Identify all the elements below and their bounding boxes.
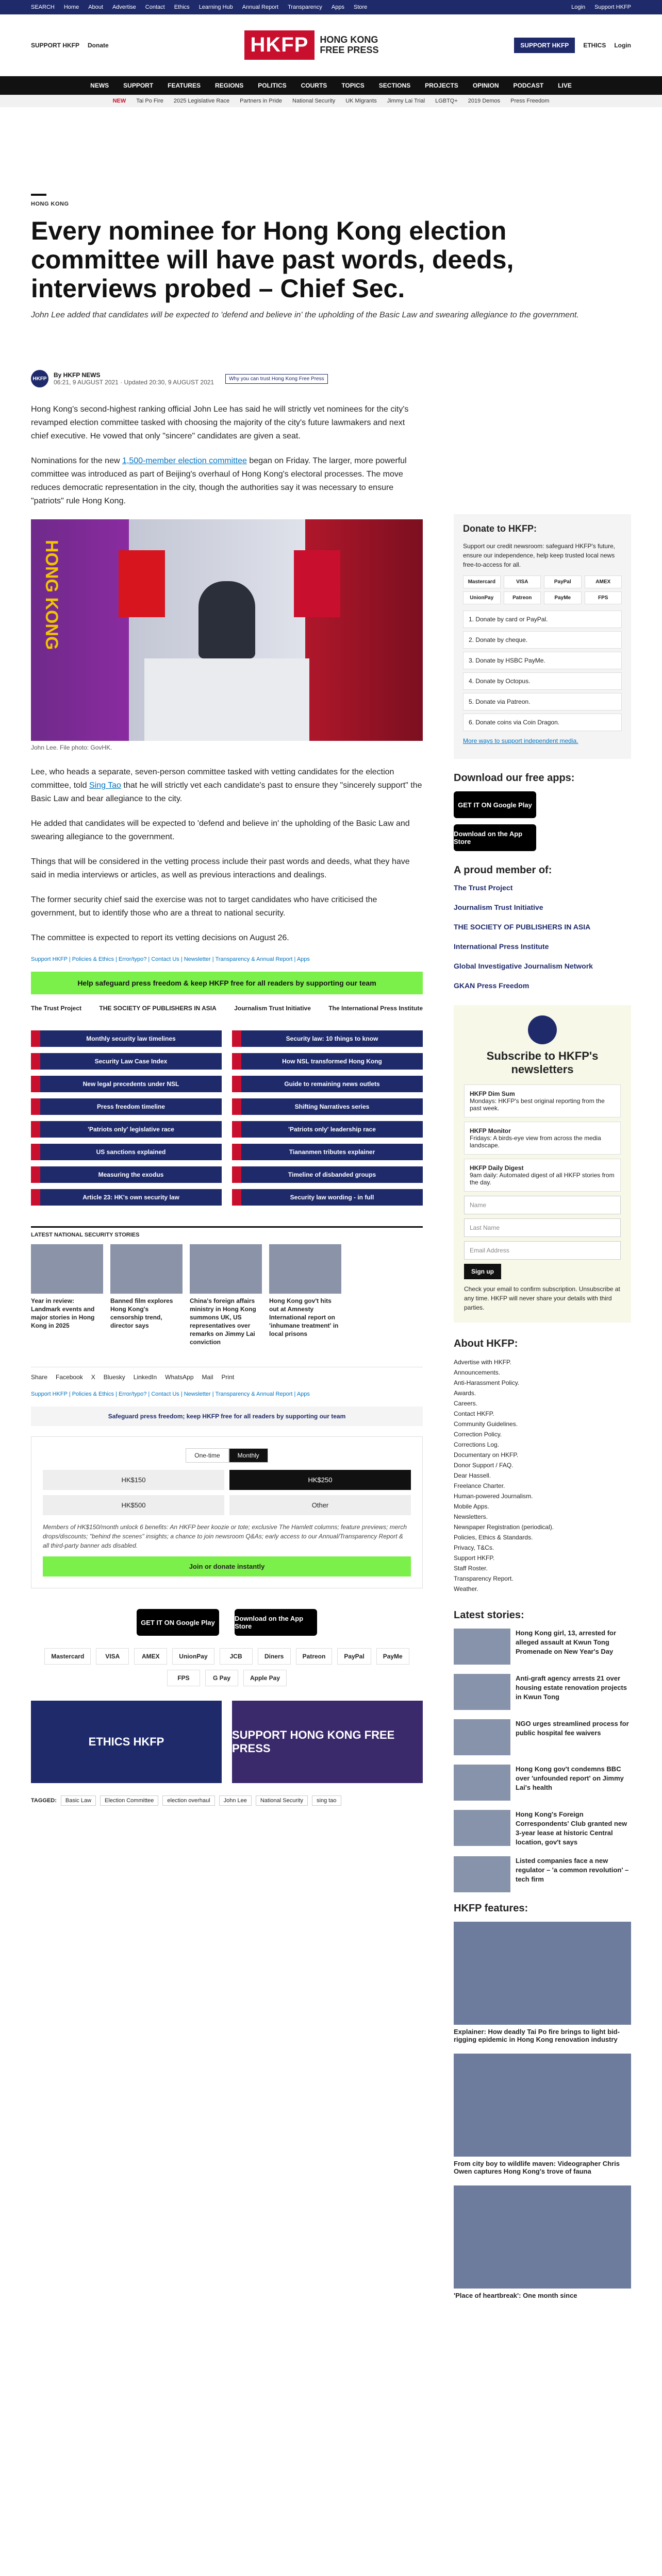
member-logo[interactable]: Journalism Trust Initiative xyxy=(454,903,543,911)
title-rule xyxy=(31,194,46,196)
latest-story[interactable]: NGO urges streamlined process for public hospital fee waivers xyxy=(454,1719,631,1755)
app-store-button[interactable]: Download on the App Store xyxy=(454,824,536,851)
gpay-icon: G Pay xyxy=(205,1670,238,1686)
visa-icon: VISA xyxy=(96,1648,129,1665)
nav-projects[interactable]: PROJECTS xyxy=(425,82,458,89)
byline-author[interactable]: By HKFP NEWS xyxy=(54,371,101,379)
latest-story[interactable]: Listed companies face a new regulator – 'a common revolution' – tech firm xyxy=(454,1856,631,1892)
topbar-about[interactable]: About xyxy=(88,4,103,10)
share-label: Share xyxy=(31,1374,48,1381)
hkfp-badge-icon xyxy=(528,1015,557,1044)
nav-regions[interactable]: REGIONS xyxy=(214,82,244,89)
paragraph: Nominations for the new 1,500-member election committee began on Friday. The larger, more powerful committee was introduced as part of Beijing's overhaul of Hong Kong's electoral processes. The move reduces democratic representation in the city, though the authorities say it was necessary to ensure "patriots" rule Hong Kong. xyxy=(31,456,407,505)
latest-story[interactable]: Hong Kong's Foreign Correspondents' Club granted new 3-year lease at historic Central location, gov't says xyxy=(454,1810,631,1847)
applepay-icon: Apple Pay xyxy=(243,1670,287,1686)
about-link[interactable]: Documentary on HKFP. xyxy=(454,1451,519,1459)
sidebar xyxy=(454,514,631,2310)
tag-list xyxy=(31,1795,423,1806)
donate-option[interactable]: 5. Donate via Patreon. xyxy=(463,693,622,710)
support-hkfp-button[interactable]: SUPPORT HKFP xyxy=(514,38,575,53)
partner-logos xyxy=(31,1005,423,1012)
fps-icon: FPS xyxy=(585,591,622,604)
app-buttons xyxy=(31,1609,423,1636)
article-photo: HONG KONG xyxy=(31,519,423,741)
paragraph: He added that candidates will be expected to 'defend and believe in' the upholding of the Basic Law and swearing allegiance to the government. xyxy=(31,819,410,841)
latest-story[interactable]: Anti-graft agency arrests 21 over housing estate renovation projects in Kwun Tong xyxy=(454,1674,631,1710)
nav-features[interactable]: FEATURES xyxy=(168,82,201,89)
explainer-link[interactable]: Tiananmen tributes explainer xyxy=(232,1144,423,1160)
masthead xyxy=(0,14,662,76)
photo-caption: John Lee. File photo: GovHK. xyxy=(31,744,112,751)
paragraph: The committee is expected to report its vetting decisions on August 26. xyxy=(31,934,289,942)
about-link[interactable]: Correction Policy. xyxy=(454,1431,502,1438)
donate-option[interactable]: 6. Donate coins via Coin Dragon. xyxy=(463,714,622,731)
about-link[interactable]: Dear Hassell. xyxy=(454,1472,491,1479)
more-ways-link[interactable]: More ways to support independent media. xyxy=(463,737,578,744)
member-logo[interactable]: The Trust Project xyxy=(454,884,513,892)
trust-project-logo[interactable]: The Trust Project xyxy=(31,1005,82,1012)
donate-option[interactable]: 1. Donate by card or PayPal. xyxy=(463,611,622,628)
nav-live[interactable]: LIVE xyxy=(558,82,572,89)
amount-option[interactable]: HK$250 xyxy=(229,1470,411,1490)
search-link[interactable]: SEARCH xyxy=(31,4,55,10)
amount-option[interactable]: HK$150 xyxy=(43,1470,224,1490)
paragraph: Things that will be considered in the vetting process include their past words and deeds, what they have said in media interviews or articles, as well as previous interactions and dealings. xyxy=(31,857,410,879)
topbar-annual[interactable]: Annual Report xyxy=(242,4,279,10)
share-bar xyxy=(31,1367,423,1381)
tag[interactable]: sing tao xyxy=(312,1795,341,1806)
explainer-link[interactable]: Security law wording - in full xyxy=(232,1189,423,1206)
mastercard-icon: Mastercard xyxy=(44,1648,91,1665)
about-link[interactable]: Policies, Ethics & Standards. xyxy=(454,1534,533,1541)
subnav-item[interactable]: National Security xyxy=(292,98,336,104)
latest-stories xyxy=(454,1629,631,1892)
explainer-link[interactable]: US sanctions explained xyxy=(31,1144,222,1160)
google-play-button[interactable]: GET IT ON Google Play xyxy=(454,791,536,818)
about-link[interactable]: Human-powered Journalism. xyxy=(454,1493,533,1500)
support-banner[interactable]: Help safeguard press freedom & keep HKFP free for all readers by supporting our team xyxy=(31,972,423,994)
subnav-item[interactable]: UK Migrants xyxy=(345,98,377,104)
explainer-link[interactable]: 'Patriots only' legislative race xyxy=(31,1121,222,1138)
top-utility-bar xyxy=(0,0,662,14)
footer-links[interactable]: Support HKFP | Policies & Ethics | Error/typo? | Contact Us | Newsletter | Transparency & Annual Report | Apps xyxy=(31,956,310,962)
payme-icon: PayMe xyxy=(376,1648,409,1665)
topbar-ethics[interactable]: Ethics xyxy=(174,4,190,10)
latest-story[interactable]: Hong Kong girl, 13, arrested for alleged assault at Kwun Tong Promenade on New Year's Day xyxy=(454,1629,631,1665)
explainer-link[interactable]: Monthly security law timelines xyxy=(31,1030,222,1047)
nav-topics[interactable]: TOPICS xyxy=(341,82,365,89)
ipi-logo[interactable]: The International Press Institute xyxy=(328,1005,423,1012)
safeguard-banner[interactable]: Safeguard press freedom; keep HKFP free for all readers by supporting our team xyxy=(31,1406,423,1426)
explainer-link[interactable]: Security law: 10 things to know xyxy=(232,1030,423,1047)
about-link[interactable]: Privacy, T&Cs. xyxy=(454,1544,494,1551)
about-link[interactable]: Transparency Report. xyxy=(454,1575,514,1582)
promo-banners xyxy=(31,1701,423,1783)
footer-links[interactable]: Support HKFP | Policies & Ethics | Error/typo? | Contact Us | Newsletter | Transparency & Annual Report | Apps xyxy=(31,1391,310,1397)
donate-box xyxy=(454,514,631,759)
mastercard-icon: Mastercard xyxy=(463,575,501,588)
tags-label: TAGGED: xyxy=(31,1798,57,1804)
payment-methods xyxy=(31,1648,423,1686)
feature-card[interactable]: Explainer: How deadly Tai Po fire brings to light bid-rigging epidemic in Hong Kong renovation industry xyxy=(454,1922,631,2043)
logo-mark: HKFP xyxy=(244,30,315,60)
tag[interactable]: Election Committee xyxy=(100,1795,158,1806)
patreon-icon: Patreon xyxy=(504,591,541,604)
newsletter-note: Check your email to confirm subscription. Unsubscribe at any time. HKFP will never share your details with third parties. xyxy=(464,1285,620,1311)
donate-heading: Donate to HKFP: xyxy=(463,523,537,534)
topbar-support[interactable]: Support HKFP xyxy=(594,4,631,10)
trust-badge[interactable]: Why you can trust Hong Kong Free Press xyxy=(225,374,328,384)
member-logos xyxy=(454,884,631,990)
explainer-link[interactable]: New legal precedents under NSL xyxy=(31,1076,222,1092)
article-lede: John Lee added that candidates will be expected to 'defend and believe in' the upholding of the Basic Law and swearing allegiance to the government. xyxy=(31,311,579,319)
join-button[interactable]: Join or donate instantly xyxy=(43,1556,411,1577)
member-heading: A proud member of: xyxy=(454,865,552,876)
tag[interactable]: National Security xyxy=(256,1795,308,1806)
tag[interactable]: John Lee xyxy=(219,1795,252,1806)
signup-button[interactable]: Sign up xyxy=(464,1264,501,1279)
features-heading: HKFP features: xyxy=(454,1903,528,1914)
unionpay-icon: UnionPay xyxy=(463,591,501,604)
story-card[interactable]: Year in review: Landmark events and major stories in Hong Kong in 2025 xyxy=(31,1244,103,1346)
topbar-advertise[interactable]: Advertise xyxy=(112,4,136,10)
member-logo[interactable]: THE SOCIETY OF PUBLISHERS IN ASIA xyxy=(454,923,591,931)
subnav-item[interactable]: 2019 Demos xyxy=(468,98,501,104)
donate-option[interactable]: 3. Donate by HSBC PayMe. xyxy=(463,652,622,669)
subnav-item[interactable]: Press Freedom xyxy=(510,98,550,104)
sopa-logo[interactable]: THE SOCIETY OF PUBLISHERS IN ASIA xyxy=(99,1005,217,1012)
explainer-link[interactable]: Security Law Case Index xyxy=(31,1053,222,1070)
subnav-item[interactable]: 2025 Legislative Race xyxy=(173,98,230,104)
newsletter-option[interactable]: HKFP Dim Sum Mondays: HKFP's best original reporting from the past week. xyxy=(464,1084,621,1117)
explainer-link[interactable]: Article 23: HK's own security law xyxy=(31,1189,222,1206)
latest-story[interactable]: Hong Kong gov't condemns BBC over 'unfounded report' on Jimmy Lai's health xyxy=(454,1765,631,1801)
about-link[interactable]: Contact HKFP. xyxy=(454,1410,494,1417)
logo-line2: FREE PRESS xyxy=(320,44,379,55)
explainer-link[interactable]: Measuring the exodus xyxy=(31,1166,222,1183)
subnav-item[interactable]: Partners in Pride xyxy=(240,98,283,104)
explainer-link[interactable]: Shifting Narratives series xyxy=(232,1098,423,1115)
apps-heading: Download our free apps: xyxy=(454,772,575,784)
about-link[interactable]: Donor Support / FAQ. xyxy=(454,1462,514,1469)
amex-icon: AMEX xyxy=(585,575,622,588)
latest-nsl-heading: LATEST NATIONAL SECURITY STORIES xyxy=(31,1226,423,1238)
topbar-contact[interactable]: Contact xyxy=(145,4,165,10)
nav-news[interactable]: NEWS xyxy=(90,82,109,89)
about-link[interactable]: Freelance Charter. xyxy=(454,1482,505,1489)
article-body xyxy=(31,403,423,945)
donate-option[interactable]: 4. Donate by Octopus. xyxy=(463,672,622,690)
whatsapp-share[interactable]: WhatsApp xyxy=(165,1374,194,1381)
explainer-link[interactable]: Press freedom timeline xyxy=(31,1098,222,1115)
diners-icon: Diners xyxy=(258,1648,291,1665)
topbar-learning[interactable]: Learning Hub xyxy=(198,4,233,10)
subnav-item[interactable]: Tai Po Fire xyxy=(136,98,163,104)
ethics-link[interactable]: ETHICS xyxy=(583,41,606,49)
paypal-icon: PayPal xyxy=(544,575,582,588)
sing-tao-link[interactable]: Sing Tao xyxy=(89,781,121,790)
paragraph: Hong Kong's second-highest ranking official John Lee has said he will strictly vet nominees for the city's revamped election committee tasked with choosing the majority of the city's future lawmakers and next chief executive. He vowed that only "sincere" candidates are given a seat. xyxy=(31,405,409,440)
amex-icon: AMEX xyxy=(134,1648,167,1665)
nav-podcast[interactable]: PODCAST xyxy=(513,82,544,89)
subnav-item[interactable]: Jimmy Lai Trial xyxy=(387,98,425,104)
topbar-login[interactable]: Login xyxy=(571,4,586,10)
about-link[interactable]: Support HKFP. xyxy=(454,1554,495,1562)
about-link[interactable]: Awards. xyxy=(454,1389,476,1397)
amount-other[interactable]: Other xyxy=(229,1495,411,1515)
newsletter-option[interactable]: HKFP Monitor Fridays: A birds-eye view from across the media landscape. xyxy=(464,1122,621,1155)
x-share[interactable]: X xyxy=(91,1374,95,1381)
about-link[interactable]: Announcements. xyxy=(454,1369,501,1376)
jti-logo[interactable]: Journalism Trust Initiative xyxy=(234,1005,311,1012)
tag[interactable]: Basic Law xyxy=(61,1795,96,1806)
one-time-tab[interactable]: One-time xyxy=(186,1448,228,1463)
article-main xyxy=(31,349,423,1806)
committee-link[interactable]: 1,500-member election committee xyxy=(122,456,247,465)
member-benefits: Members of HK$150/month unlock 6 benefits: An HKFP beer koozie or tote; exclusive The Hamlett columns; feature previews; merch drops/discounts; "behind the scenes" insights; a chance to join newsroom Q&As; early access to our Annual/Transparency Report & all third-party banner ads disabled. xyxy=(43,1523,407,1549)
fps-icon: FPS xyxy=(167,1670,200,1686)
email-field[interactable]: Email Address xyxy=(464,1241,621,1260)
visa-icon: VISA xyxy=(504,575,541,588)
facebook-share[interactable]: Facebook xyxy=(56,1374,83,1381)
topbar-apps[interactable]: Apps xyxy=(331,4,344,10)
story-card[interactable]: Hong Kong gov't hits out at Amnesty International report on 'inhumane treatment' in local prisons xyxy=(269,1244,341,1346)
tag[interactable]: election overhaul xyxy=(162,1795,214,1806)
mail-share[interactable]: Mail xyxy=(202,1374,213,1381)
byline xyxy=(31,370,423,387)
donate-blurb[interactable]: Support our credit newsroom: safeguard HKFP's future, ensure our independence, help keep trusted local news free-to-access for all. xyxy=(463,543,616,568)
about-heading: About HKFP: xyxy=(454,1338,518,1349)
about-link[interactable]: Weather. xyxy=(454,1585,478,1592)
newsletter-option[interactable]: HKFP Daily Digest 9am daily: Automated digest of all HKFP stories from the day. xyxy=(464,1159,621,1192)
member-logo[interactable]: International Press Institute xyxy=(454,942,549,951)
about-link[interactable]: Staff Roster. xyxy=(454,1565,488,1572)
about-link[interactable]: Newsletters. xyxy=(454,1513,488,1520)
payme-icon: PayMe xyxy=(544,591,582,604)
story-card[interactable]: Banned film explores Hong Kong's censorship trend, director says xyxy=(110,1244,183,1346)
logo-line1: HONG KONG xyxy=(320,34,378,45)
explainer-link[interactable]: 'Patriots only' leadership race xyxy=(232,1121,423,1138)
google-play-button[interactable]: GET IT ON Google Play xyxy=(137,1609,219,1636)
feature-card[interactable]: From city boy to wildlife maven: Videographer Chris Owen captures Hong Kong's trove of fauna xyxy=(454,2054,631,2175)
about-link[interactable]: Community Guidelines. xyxy=(454,1420,518,1428)
about-link[interactable]: Advertise with HKFP. xyxy=(454,1359,511,1366)
app-store-button[interactable]: Download on the App Store xyxy=(235,1609,317,1636)
nav-sections[interactable]: SECTIONS xyxy=(378,82,411,89)
explainer-grid xyxy=(31,1030,423,1206)
amount-option[interactable]: HK$500 xyxy=(43,1495,224,1515)
feature-card[interactable]: 'Place of heartbreak': One month since xyxy=(454,2185,631,2299)
explainer-link[interactable]: Guide to remaining news outlets xyxy=(232,1076,423,1092)
monthly-tab[interactable]: Monthly xyxy=(229,1448,268,1463)
category-label[interactable]: HONG KONG xyxy=(31,201,69,207)
new-badge: NEW xyxy=(112,98,126,104)
login-link[interactable]: Login xyxy=(614,41,631,49)
about-link[interactable]: Anti-Harassment Policy. xyxy=(454,1379,520,1386)
name-field[interactable]: Name xyxy=(464,1196,621,1214)
about-link[interactable]: Mobile Apps. xyxy=(454,1503,489,1510)
nav-politics[interactable]: POLITICS xyxy=(258,82,287,89)
linkedin-share[interactable]: LinkedIn xyxy=(133,1374,157,1381)
hkfp-logo[interactable] xyxy=(244,30,379,60)
subnav-item[interactable]: LGBTQ+ xyxy=(435,98,458,104)
about-links xyxy=(454,1357,631,1594)
last-name-field[interactable]: Last Name xyxy=(464,1218,621,1237)
paragraph: Lee, who heads a separate, seven-person committee tasked with vetting candidates for the election committee, told Sing Tao that he will strictly vet each candidate's past to ensure they "sincerely support" the Basic Law and bear allegiance to the city. xyxy=(31,768,422,803)
explainer-link[interactable]: How NSL transformed Hong Kong xyxy=(232,1053,423,1070)
unionpay-icon: UnionPay xyxy=(172,1648,214,1665)
topbar-store[interactable]: Store xyxy=(354,4,368,10)
nav-courts[interactable]: COURTS xyxy=(301,82,327,89)
explainer-link[interactable]: Timeline of disbanded groups xyxy=(232,1166,423,1183)
about-link[interactable]: Careers. xyxy=(454,1400,478,1407)
about-link[interactable]: Newspaper Registration (periodical). xyxy=(454,1523,554,1531)
member-logo[interactable]: GKAN Press Freedom xyxy=(454,981,529,990)
ethics-promo[interactable]: ETHICS HKFP xyxy=(31,1701,222,1783)
support-promo[interactable]: SUPPORT HONG KONG FREE PRESS xyxy=(232,1701,423,1783)
mast-donate[interactable]: Donate xyxy=(88,41,109,49)
paypal-icon: PayPal xyxy=(337,1648,371,1665)
author-avatar: HKFP xyxy=(31,370,48,387)
print-button[interactable]: Print xyxy=(221,1374,235,1381)
story-card[interactable]: China's foreign affairs ministry in Hong Kong summons UK, US representatives over remarks on Jimmy Lai conviction xyxy=(190,1244,262,1346)
about-link[interactable]: Corrections Log. xyxy=(454,1441,500,1448)
newsletter-box xyxy=(454,1005,631,1323)
patreon-icon: Patreon xyxy=(296,1648,333,1665)
byline-date: 06:21, 9 AUGUST 2021 · Updated 20:30, 9 AUGUST 2021 xyxy=(54,379,214,386)
donate-widget xyxy=(31,1436,423,1588)
topbar-home[interactable]: Home xyxy=(63,4,79,10)
latest-heading: Latest stories: xyxy=(454,1609,524,1621)
newsletter-heading: Subscribe to HKFP's newsletters xyxy=(486,1049,599,1076)
main-nav xyxy=(0,76,662,95)
member-logo[interactable]: Global Investigative Journalism Network xyxy=(454,962,593,970)
mast-support[interactable]: SUPPORT HKFP xyxy=(31,41,80,49)
donate-option[interactable]: 2. Donate by cheque. xyxy=(463,631,622,649)
article-title: Every nominee for Hong Kong election committee will have past words, deeds, interviews probed – Chief Sec. xyxy=(31,216,514,303)
nav-support[interactable]: SUPPORT xyxy=(123,82,154,89)
topbar-transparency[interactable]: Transparency xyxy=(288,4,322,10)
related-stories xyxy=(31,1244,423,1346)
bluesky-share[interactable]: Bluesky xyxy=(103,1374,125,1381)
paragraph: The former security chief said the exercise was not to target candidates who have criticised the government, but to identify those who are a threat to national security. xyxy=(31,895,377,918)
nav-opinion[interactable]: OPINION xyxy=(472,82,499,89)
sub-nav xyxy=(0,95,662,107)
jcb-icon: JCB xyxy=(220,1648,253,1665)
